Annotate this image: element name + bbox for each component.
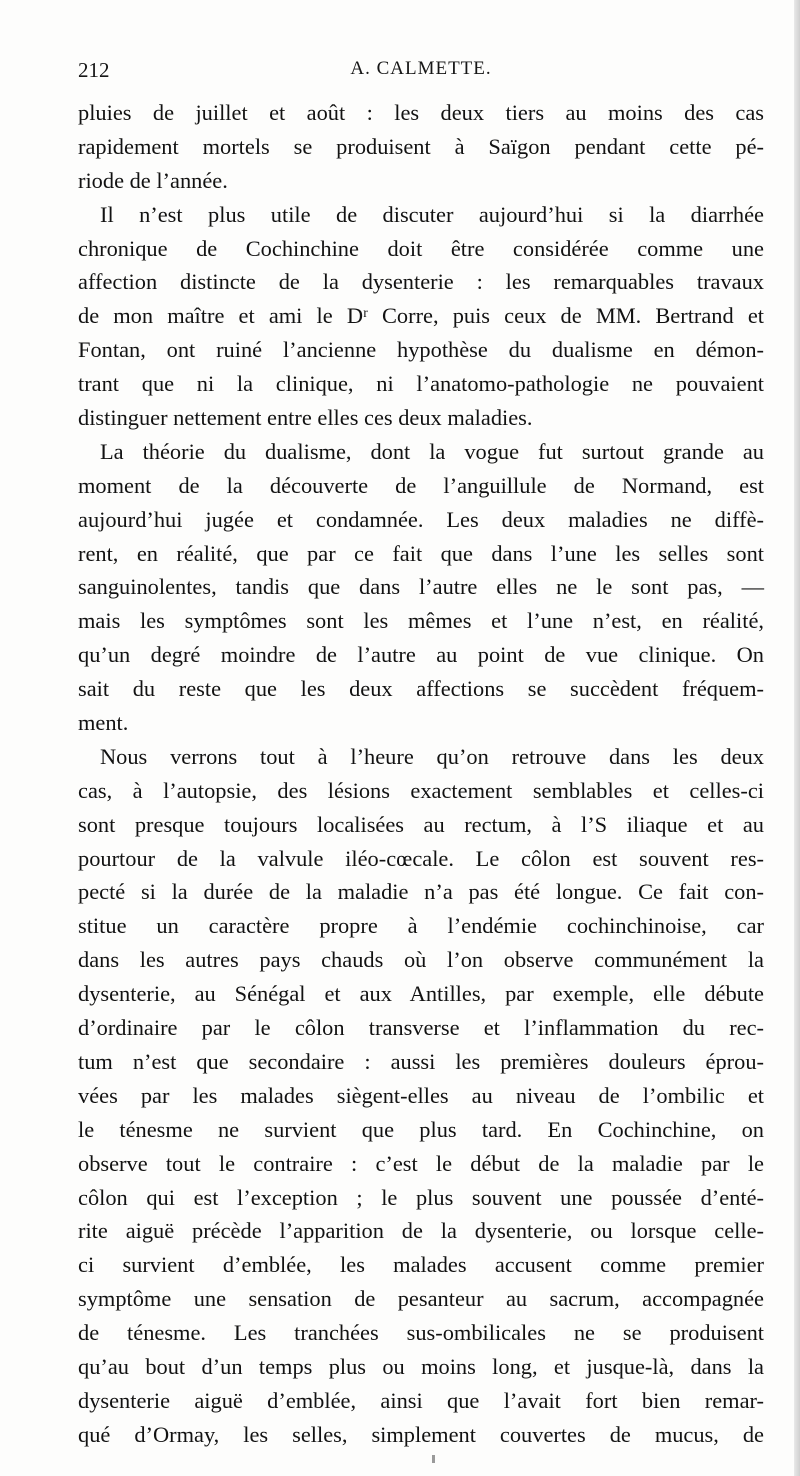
text-line: chronique de Cochinchine doit être considérée comme une [78,235,764,261]
page-header [78,58,764,88]
page-number: 212 [78,58,110,82]
running-head: A. CALMETTE. [350,58,492,79]
text-line: de ténesme. Les tranchées sus-ombilicales ne se produisent [78,1320,764,1346]
text-line: pecté si la durée de la maladie n’a pas été longue. Ce fait con- [78,879,764,905]
text-line: qu’au bout d’un temps plus ou moins long, et jusque-là, dans la [78,1353,764,1379]
text-line: cas, à l’autopsie, des lésions exactement semblables et celles-ci [78,777,764,803]
text-line: sait du reste que les deux affections se succèdent fréquem- [78,676,764,702]
text-line: Nous verrons tout à l’heure qu’on retrouve dans les deux [100,743,764,769]
text-line: distinguer nettement entre elles ces deux maladies. [78,405,533,431]
text-line: rapidement mortels se produisent à Saïgon pendant cette pé- [78,133,764,159]
text-line: aujourd’hui jugée et condamnée. Les deux maladies ne diffè- [78,506,764,532]
text-line: rent, en réalité, que par ce fait que dans l’une les selles sont [78,540,764,566]
text-line: pluies de juillet et août : les deux tiers au moins des cas [78,100,764,125]
text-line: rite aiguë précède l’apparition de la dysenterie, ou lorsque celle- [78,1218,764,1244]
text-line: ci survient d’emblée, les malades accusent comme premier [78,1252,764,1278]
page-edge [794,0,800,1476]
text-line: stitue un caractère propre à l’endémie cochinchinoise, car [78,913,764,939]
text-line: Fontan, ont ruiné l’ancienne hypothèse du dualisme en démon- [78,337,764,363]
text-line: observe tout le contraire : c’est le début de la maladie par le [78,1150,764,1176]
text-line: tum n’est que secondaire : aussi les premières douleurs éprou- [78,1048,764,1074]
text-line: pourtour de la valvule iléo-cœcale. Le côlon est souvent res- [78,845,764,871]
text-line: ment. [78,710,129,736]
text-line: dysenterie aiguë d’emblée, ainsi que l’avait fort bien remar- [78,1387,764,1413]
text-line: vées par les malades siègent-elles au niveau de l’ombilic et [78,1082,764,1108]
body-text [78,96,764,1452]
text-line: sanguinolentes, tandis que dans l’autre elles ne le sont pas, — [78,574,764,600]
text-line: affection distincte de la dysenterie : les remarquables travaux [78,269,764,295]
text-line: La théorie du dualisme, dont la vogue fut surtout grande au [100,438,764,464]
text-line: mais les symptômes sont les mêmes et l’une n’est, en réalité, [78,608,764,634]
page-mark [432,1455,435,1463]
text-line: sont presque toujours localisées au rectum, à l’S iliaque et au [78,811,764,837]
text-line: trant que ni la clinique, ni l’anatomo-pathologie ne pouvaient [78,371,764,397]
text-line: dysenterie, au Sénégal et aux Antilles, par exemple, elle débute [78,981,764,1007]
text-line: d’ordinaire par le côlon transverse et l’inflammation du rec- [78,1015,764,1041]
text-line: qué d’Ormay, les selles, simplement couvertes de mucus, de [78,1421,764,1447]
text-line: Il n’est plus utile de discuter aujourd’hui si la diarrhée [100,201,764,227]
text-line: moment de la découverte de l’anguillule de Normand, est [78,472,764,498]
text-line: dans les autres pays chauds où l’on observe communément la [78,947,764,973]
text-line: qu’un degré moindre de l’autre au point de vue clinique. On [78,642,764,668]
text-line: riode de l’année. [78,167,228,193]
text-line: symptôme une sensation de pesanteur au sacrum, accompagnée [78,1286,764,1312]
text-line: côlon qui est l’exception ; le plus souvent une poussée d’enté- [78,1184,764,1210]
text-line: le ténesme ne survient que plus tard. En Cochinchine, on [78,1116,764,1142]
text-line: de mon maître et ami le Dʳ Corre, puis ceux de MM. Bertrand et [78,303,764,329]
